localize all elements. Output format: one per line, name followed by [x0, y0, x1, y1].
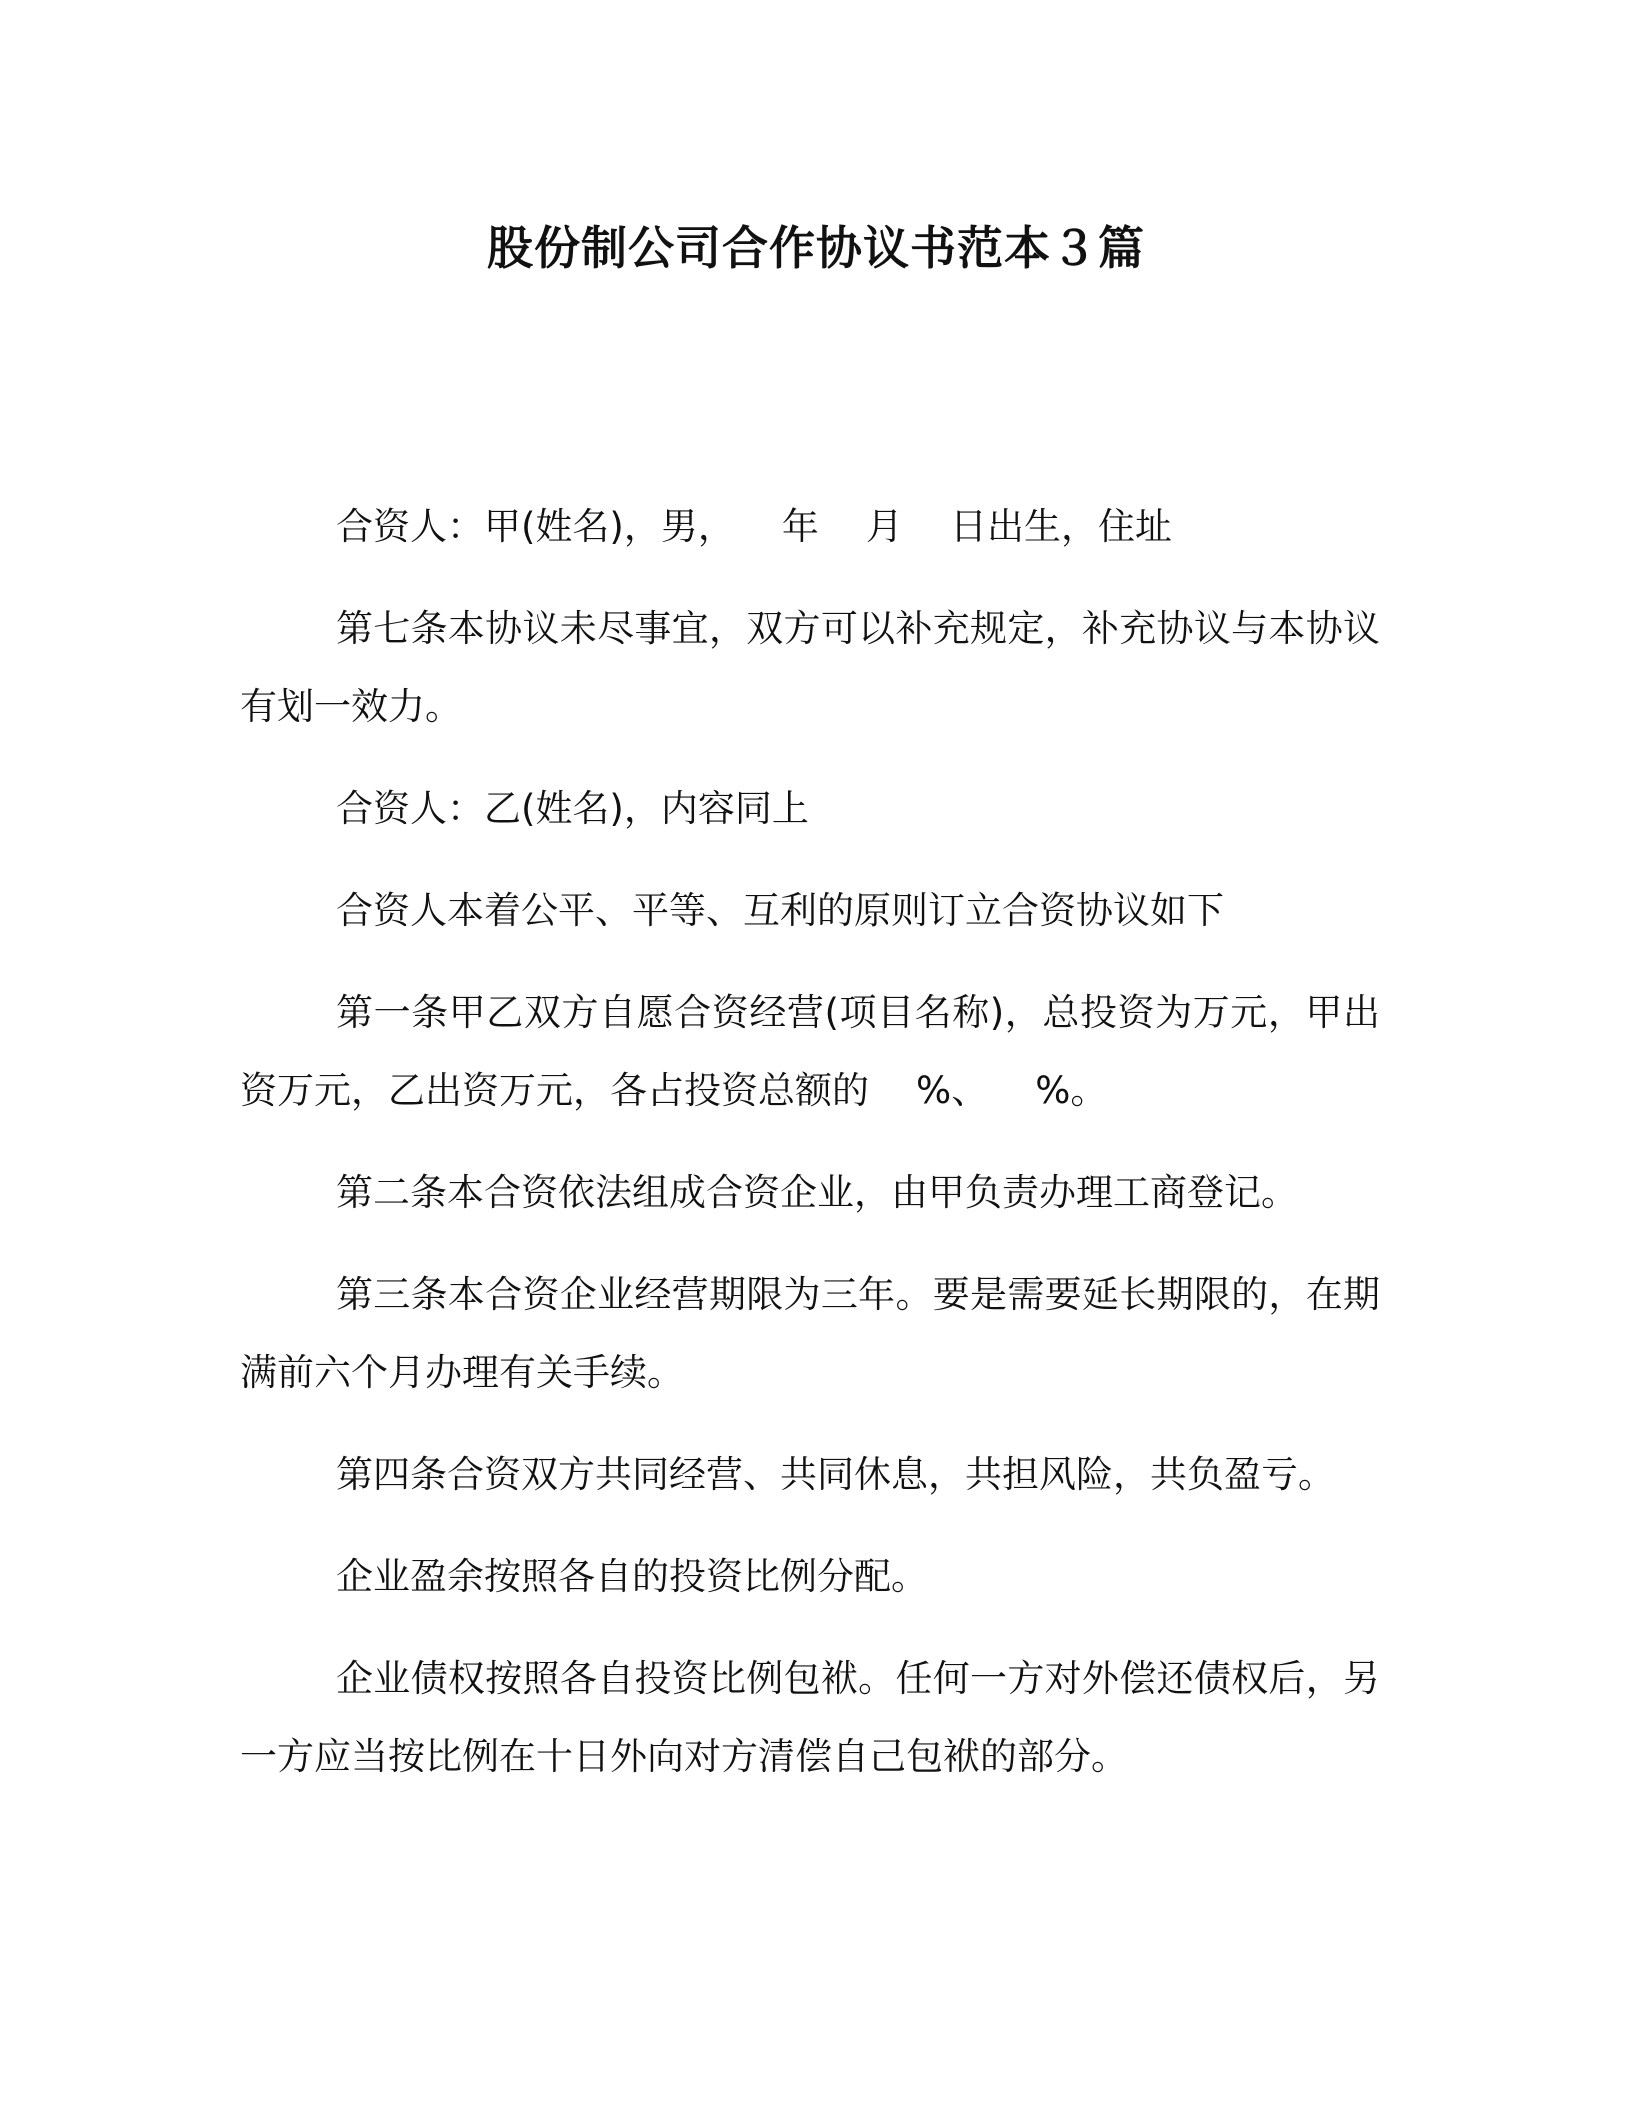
paragraph-article-4: 第四条合资双方共同经营、共同休息，共担风险，共负盈亏。 [336, 1453, 1335, 1496]
paragraph-principle: 合资人本着公平、平等、互利的原则订立合资协议如下 [336, 889, 1224, 932]
paragraph-article-1: 第一条甲乙双方自愿合资经营(项目名称)，总投资为万元，甲出资万元，乙出资万元，各占投资总额的 %、 %。 [240, 991, 1380, 1112]
paragraph-article-2: 第二条本合资依法组成合资企业，由甲负责办理工商登记。 [336, 1171, 1298, 1214]
paragraph-article-3: 第三条本合资企业经营期限为三年。要是需要延长期限的，在期满前六个月办理有关手续。 [240, 1273, 1380, 1394]
document-title: 股份制公司合作协议书范本３篇 [487, 221, 1145, 275]
paragraph-surplus: 企业盈余按照各自的投资比例分配。 [336, 1555, 928, 1598]
paragraph-partner-a: 合资人：甲(姓名)，男， 年 月 日出生，住址 [336, 505, 1173, 548]
document-body [240, 488, 1380, 1820]
paragraph-article-7: 第七条本协议未尽事宜，双方可以补充规定，补充协议与本协议有划一效力。 [240, 607, 1380, 728]
paragraph-partner-b: 合资人：乙(姓名)，内容同上 [336, 787, 809, 830]
paragraph-debt: 企业债权按照各自投资比例包袱。任何一方对外偿还债权后，另一方应当按比例在十日外向对方清偿自己包袱的部分。 [240, 1657, 1380, 1778]
